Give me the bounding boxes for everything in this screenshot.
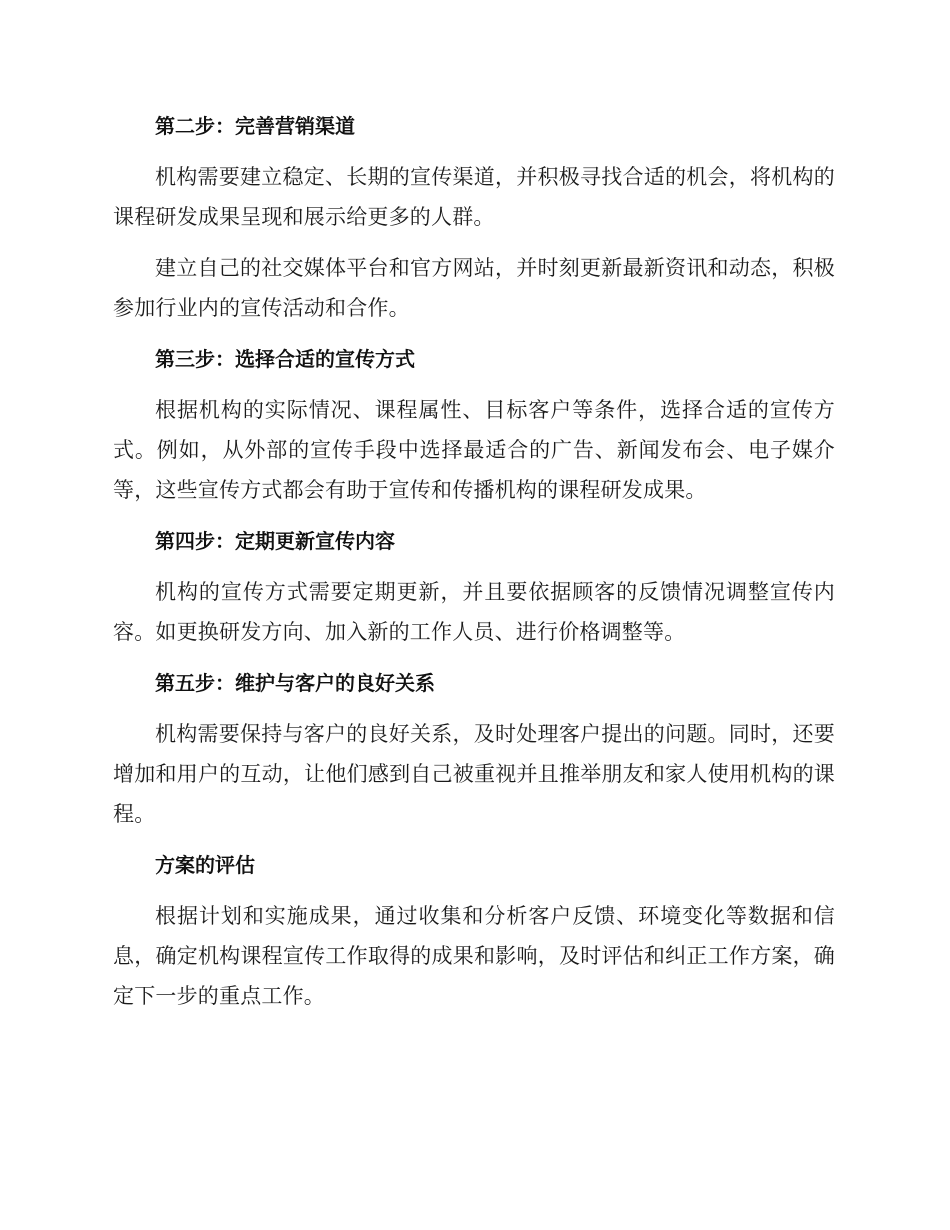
paragraph: 建立自己的社交媒体平台和官方网站，并时刻更新最新资讯和动态，积极参加行业内的宣传活动和合作。: [113, 256, 835, 320]
paragraph: 根据计划和实施成果，通过收集和分析客户反馈、环境变化等数据和信息，确定机构课程宣传工作取得的成果和影响，及时评估和纠正工作方案，确定下一步的重点工作。: [113, 904, 835, 1008]
document-body: [113, 106, 835, 1027]
section-heading-step4: 第四步：定期更新宣传内容: [155, 529, 395, 553]
paragraph: 根据机构的实际情况、课程属性、目标客户等条件，选择合适的宣传方式。例如，从外部的宣传手段中选择最适合的广告、新闻发布会、电子媒介等，这些宣传方式都会有助于宣传和传播机构的课程研发成果。: [113, 398, 835, 502]
paragraph: 机构需要建立稳定、长期的宣传渠道，并积极寻找合适的机会，将机构的课程研发成果呈现和展示给更多的人群。: [113, 165, 835, 229]
section-heading-step5: 第五步：维护与客户的良好关系: [155, 671, 435, 695]
paragraph: 机构的宣传方式需要定期更新，并且要依据顾客的反馈情况调整宣传内容。如更换研发方向、加入新的工作人员、进行价格调整等。: [113, 580, 835, 644]
paragraph: 机构需要保持与客户的良好关系，及时处理客户提出的问题。同时，还要增加和用户的互动，让他们感到自己被重视并且推举朋友和家人使用机构的课程。: [113, 722, 835, 826]
section-heading-evaluation: 方案的评估: [155, 853, 255, 877]
section-heading-step2: 第二步：完善营销渠道: [155, 114, 355, 138]
section-heading-step3: 第三步：选择合适的宣传方式: [155, 347, 415, 371]
